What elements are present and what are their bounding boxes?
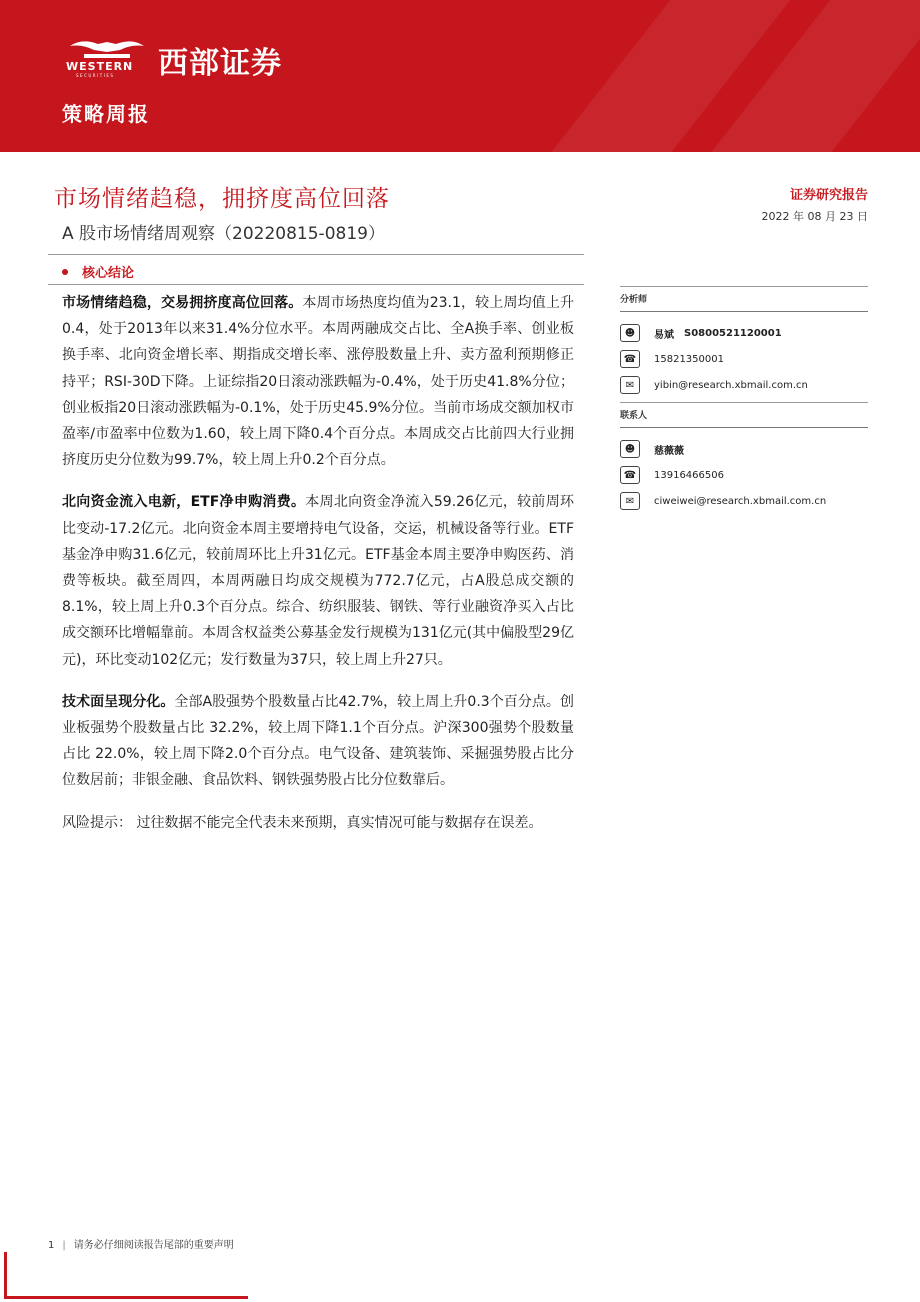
analyst-cert: S0800521120001 — [684, 327, 782, 339]
paragraph — [62, 489, 574, 672]
key-conclusions — [62, 290, 574, 852]
footer-separator: | — [62, 1240, 66, 1251]
analyst-phone-row — [620, 346, 868, 372]
page-footer — [48, 1236, 234, 1251]
analyst-name: 易斌 — [654, 329, 674, 341]
logo-english-sub: SECURITIES — [76, 73, 115, 78]
divider — [48, 254, 584, 255]
analyst-panel — [620, 286, 868, 514]
page-number: 1 — [48, 1240, 55, 1251]
paragraph-text: 全部A股强势个股数量占比42.7%，较上周上升0.3个百分点。创业板强势个股数量占比 32.2%，较上周下降1.1个百分点。沪深300强势个股数量占比 22.0%，较上周下降2.0个百分点。电气设备、建筑装饰、采掘强势股占比分位数居前；非银金融、食品饮料、钢铁强势股占比分位数靠后。 — [62, 693, 574, 789]
report-date: 2022 年 08 月 23 日 — [761, 210, 868, 223]
paragraph — [62, 290, 574, 473]
logo-english: WESTERN — [66, 60, 134, 73]
mail-icon: ✉ — [620, 376, 640, 394]
footer-note: 请务必仔细阅读报告尾部的重要声明 — [73, 1240, 234, 1251]
section-heading — [62, 262, 134, 281]
divider — [48, 284, 584, 285]
paragraph-text: 本周北向资金净流入59.26亿元，较前周环比变动-17.2亿元。北向资金本周主要增持电气设备，交运，机械设备等行业。ETF基金净申购31.6亿元，较前周环比上升31亿元。ETF基金本周主要净申购医药、消费等板块。截至周四，本周两融日均成交规模为772.7亿元，占A股总成交额的8.1%，较上周上升0.3个百分点。综合、纺织服装、钢铁、等行业融资净买入占比成交额环比增幅靠前。本周含权益类公募基金发行规模为131亿元(其中偏股型29亿元)，环比变动102亿元；发行数量为37只，较上周上升27只。 — [62, 494, 574, 668]
paragraph-lead: 技术面呈现分化。 — [62, 693, 175, 710]
report-type: 证券研究报告 — [789, 188, 868, 203]
phone-icon: ☎ — [620, 350, 640, 368]
corner-decoration — [4, 1252, 7, 1298]
paragraph-lead: 北向资金流入电新，ETF净申购消费。 — [62, 494, 306, 511]
analyst-email[interactable]: yibin@research.xbmail.com.cn — [654, 379, 808, 391]
paragraph-text: 风险提示： 过往数据不能完全代表未来预期，真实情况可能与数据存在误差。 — [62, 814, 543, 831]
contact-name-row — [620, 436, 868, 462]
paragraph — [62, 689, 574, 794]
divider — [620, 286, 868, 287]
contact-phone: 13916466506 — [654, 469, 724, 481]
paragraph-lead: 市场情绪趋稳，交易拥挤度高位回落。 — [62, 295, 303, 311]
report-title: 市场情绪趋稳，拥挤度高位回落 — [54, 186, 390, 212]
report-series-title: 策略周报 — [62, 102, 150, 126]
analyst-email-row — [620, 372, 868, 398]
contact-label: 联系人 — [620, 402, 868, 428]
phone-icon: ☎ — [620, 466, 640, 484]
person-icon: ☻ — [620, 440, 640, 458]
contact-email-row — [620, 488, 868, 514]
corner-decoration — [4, 1296, 248, 1299]
mail-icon: ✉ — [620, 492, 640, 510]
risk-warning — [62, 810, 574, 836]
analyst-label: 分析师 — [620, 287, 868, 312]
analyst-phone: 15821350001 — [654, 353, 724, 365]
contact-name: 慈薇薇 — [654, 445, 684, 457]
section-label: 核心结论 — [82, 266, 135, 281]
person-icon: ☻ — [620, 324, 640, 342]
logo-chinese: 西部证券 — [158, 46, 282, 81]
bullet-icon — [62, 269, 68, 275]
report-subtitle: A 股市场情绪周观察（20220815-0819） — [62, 224, 385, 244]
paragraph-text: 本周市场热度均值为23.1，较上周均值上升0.4，处于2013年以来31.4%分位水平。本周两融成交占比、全A换手率、创业板换手率、北向资金增长率、期指成交增长率、涨停股数量上升、卖方盈利预期修正持平；RSI-30D下降。上证综指20日滚动涨跌幅为-0.4%，处于历史41.8%分位；创业板指20日滚动涨跌幅为-0.1%，处于历史45.9%分位。当前市场成交额加权市盈率/市盈率中位数为1.60，较上周下降0.4个百分点。本周成交占比前四大行业拥挤度历史分位数为99.7%，较上周上升0.2个百分点。 — [62, 295, 575, 469]
header-banner — [0, 0, 920, 152]
contact-email[interactable]: ciweiwei@research.xbmail.com.cn — [654, 495, 827, 507]
analyst-name-row — [620, 320, 868, 346]
contact-phone-row — [620, 462, 868, 488]
